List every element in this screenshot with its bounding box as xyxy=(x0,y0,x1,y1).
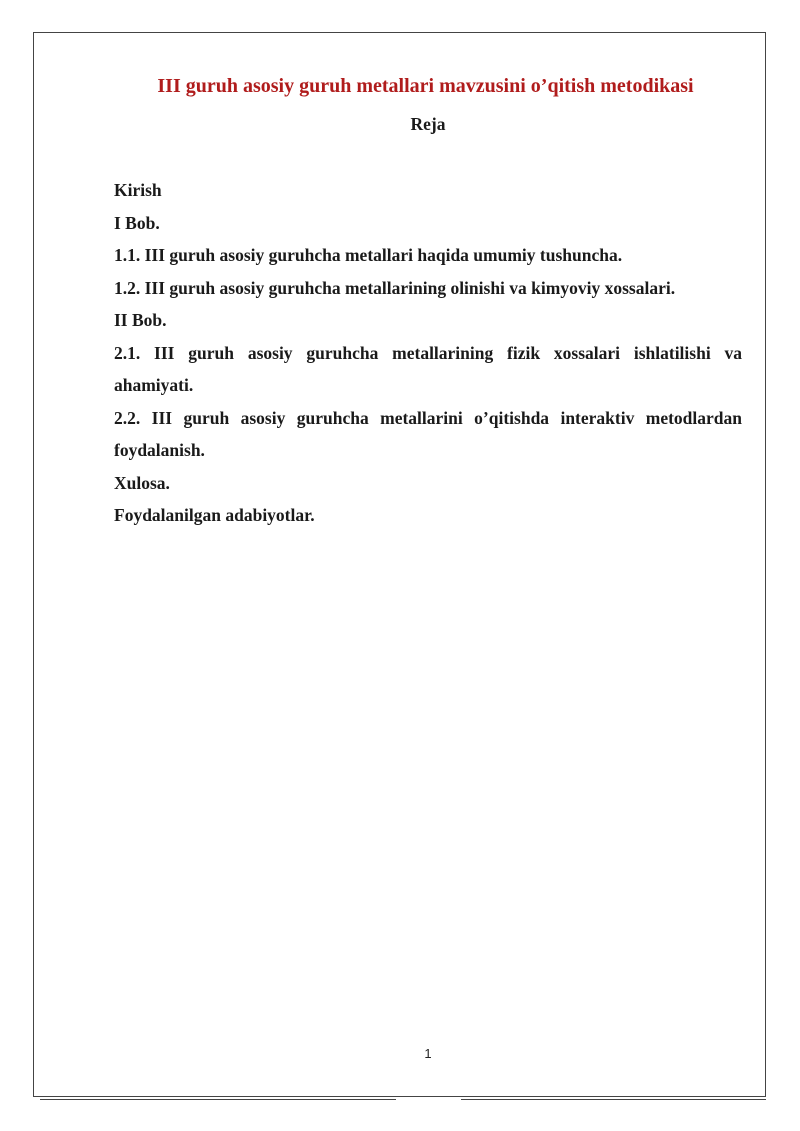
toc-item-section-2-2: 2.2. III guruh asosiy guruhcha metallarini o’qitishda interaktiv metodlardan xyxy=(114,407,742,428)
footer-rule-left xyxy=(40,1099,396,1100)
toc-item-chapter-1: I Bob. xyxy=(114,212,160,233)
toc-item-section-2-1-continued: ahamiyati. xyxy=(114,375,194,395)
toc-item-intro: Kirish xyxy=(114,180,162,200)
footer-rule-right xyxy=(461,1099,766,1100)
table-of-contents xyxy=(114,174,742,532)
toc-item-chapter-2: II Bob. xyxy=(114,310,167,330)
toc-item-section-2-1: 2.1. III guruh asosiy guruhcha metallarining fizik xossalari ishlatilishi va xyxy=(114,342,742,363)
document-subtitle: Reja xyxy=(410,114,446,134)
page-number: 1 xyxy=(424,1046,432,1061)
toc-item-section-1-2: 1.2. III guruh asosiy guruhcha metallarining olinishi va kimyoviy xossalari. xyxy=(114,277,676,298)
toc-item-conclusion: Xulosa. xyxy=(114,472,170,493)
toc-item-references: Foydalanilgan adabiyotlar. xyxy=(114,505,315,525)
toc-item-section-1-1: 1.1. III guruh asosiy guruhcha metallari haqida umumiy tushuncha. xyxy=(114,245,623,265)
toc-item-section-2-2-continued: foydalanish. xyxy=(114,440,205,460)
document-title: III guruh asosiy guruh metallari mavzusini o’qitish metodikasi xyxy=(157,75,694,97)
